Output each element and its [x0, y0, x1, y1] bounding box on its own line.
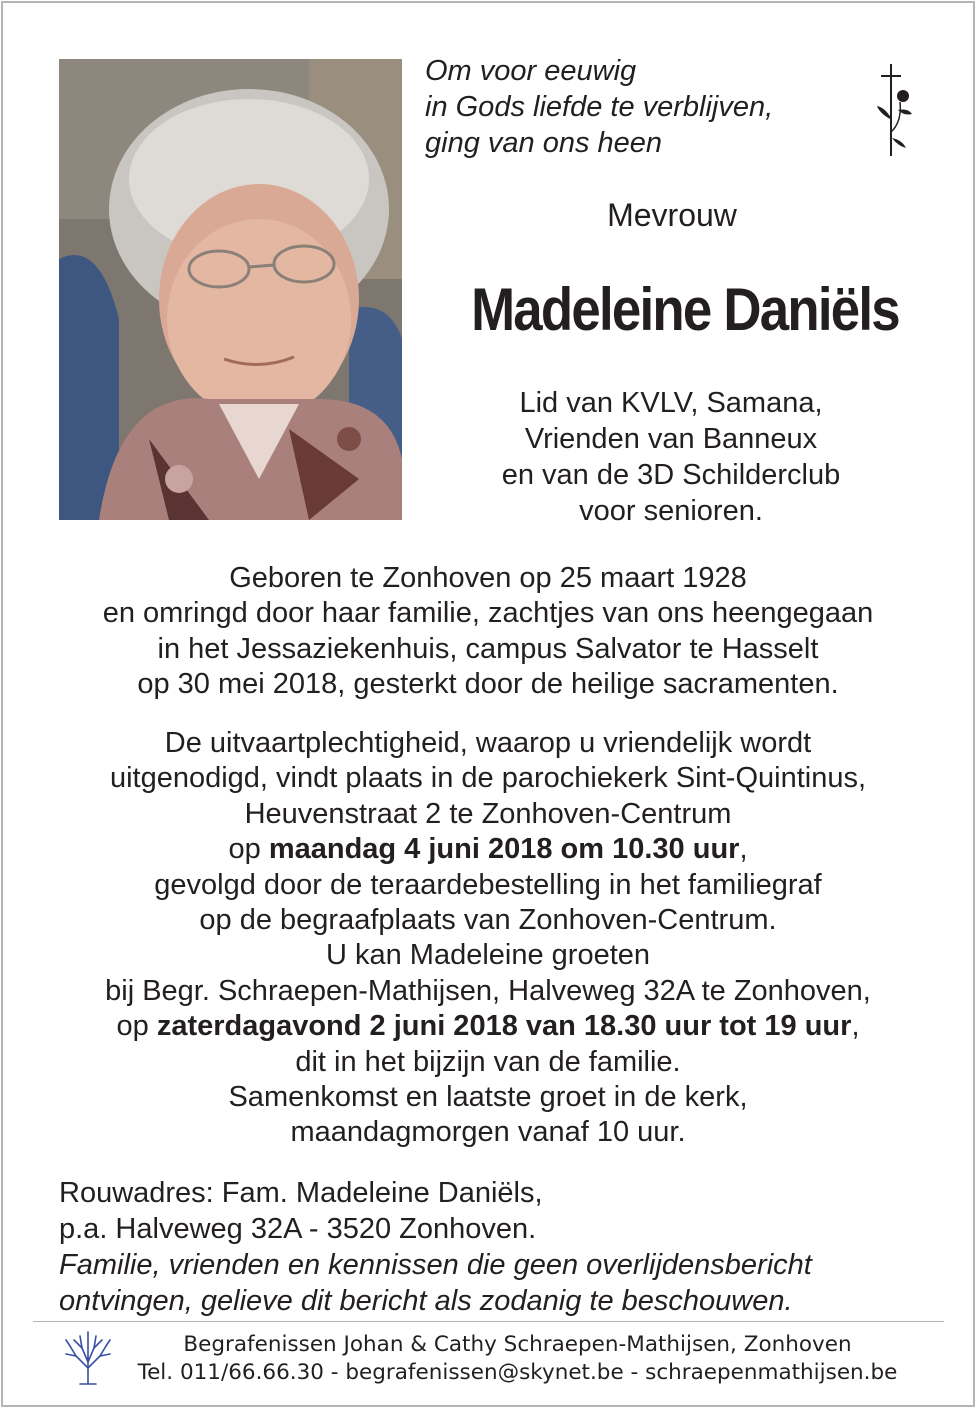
birth-death-paragraph	[40, 561, 936, 703]
ceremony-line: Samenkomst en laatste groet in de kerk,	[228, 1081, 748, 1114]
ceremony-line: U kan Madeleine groeten	[325, 939, 651, 972]
visitation-suffix: ,	[851, 1010, 860, 1043]
ceremony-line: op de begraafplaats van Zonhoven-Centrum.	[199, 904, 777, 937]
ceremony-line: uitgenodigd, vindt plaats in de parochiekerk Sint-Quintinus,	[109, 762, 867, 795]
membership-line: Vrienden van Banneux	[524, 423, 818, 455]
address-line: Rouwadres: Fam. Madeleine Daniëls,	[59, 1177, 543, 1209]
ceremony-line: gevolgd door de teraardebestelling in het familiegraf	[154, 868, 822, 901]
deceased-name: Madeleine Daniëls	[471, 276, 899, 343]
membership-text	[465, 385, 877, 529]
address-line: p.a. Halveweg 32A - 3520 Zonhoven.	[59, 1213, 537, 1245]
born-line: Geboren te Zonhoven op 25 maart 1928	[229, 562, 747, 594]
ceremony-datetime: maandag 4 juni 2018 om 10.30 uur	[268, 833, 740, 866]
cross-with-rose-icon	[872, 62, 916, 158]
notice-line: Familie, vrienden en kennissen die geen overlijdensbericht	[59, 1249, 812, 1281]
portrait-photo	[59, 59, 402, 520]
visitation-prefix: op	[116, 1010, 157, 1043]
mourning-address	[59, 1175, 812, 1319]
visitation-datetime: zaterdagavond 2 juni 2018 van 18.30 uur tot 19 uur	[156, 1010, 852, 1043]
membership-line: voor senioren.	[579, 495, 763, 527]
quote-line: Om voor eeuwig	[425, 55, 637, 87]
membership-line: Lid van KVLV, Samana,	[519, 387, 823, 419]
ceremony-suffix: ,	[739, 833, 748, 866]
quote-line: ging van ons heen	[425, 127, 663, 159]
ceremony-datetime-line	[40, 832, 936, 867]
tree-logo-icon	[62, 1328, 114, 1386]
opening-quote	[425, 53, 773, 161]
funeral-home-contact: Tel. 011/66.66.30 - begrafenissen@skynet.be - schraepenmathijsen.be	[137, 1360, 898, 1385]
funeral-home-footer	[120, 1331, 915, 1387]
ceremony-line: bij Begr. Schraepen-Mathijsen, Halveweg 32A te Zonhoven,	[105, 974, 871, 1007]
funeral-paragraph	[40, 726, 936, 1151]
membership-line: en van de 3D Schilderclub	[501, 459, 841, 491]
ceremony-prefix: op	[228, 833, 269, 866]
born-line: op 30 mei 2018, gesterkt door de heilige sacramenten.	[137, 668, 839, 701]
ceremony-line: dit in het bijzijn van de familie.	[295, 1045, 681, 1078]
quote-line: in Gods liefde te verblijven,	[425, 91, 774, 123]
footer-divider	[33, 1321, 944, 1322]
salutation: Mevrouw	[607, 197, 737, 233]
funeral-home-name: Begrafenissen Johan & Cathy Schraepen-Mathijsen, Zonhoven	[183, 1332, 852, 1357]
ceremony-line: maandagmorgen vanaf 10 uur.	[290, 1116, 686, 1149]
born-line: in het Jessaziekenhuis, campus Salvator te Hasselt	[157, 632, 819, 665]
ceremony-line: Heuvenstraat 2 te Zonhoven-Centrum	[244, 797, 732, 830]
notice-line: ontvingen, gelieve dit bericht als zodanig te beschouwen.	[59, 1285, 793, 1317]
born-line: en omringd door haar familie, zachtjes van ons heengegaan	[102, 597, 874, 630]
visitation-datetime-line	[40, 1009, 936, 1044]
ceremony-line: De uitvaartplechtigheid, waarop u vriendelijk wordt	[164, 727, 812, 759]
